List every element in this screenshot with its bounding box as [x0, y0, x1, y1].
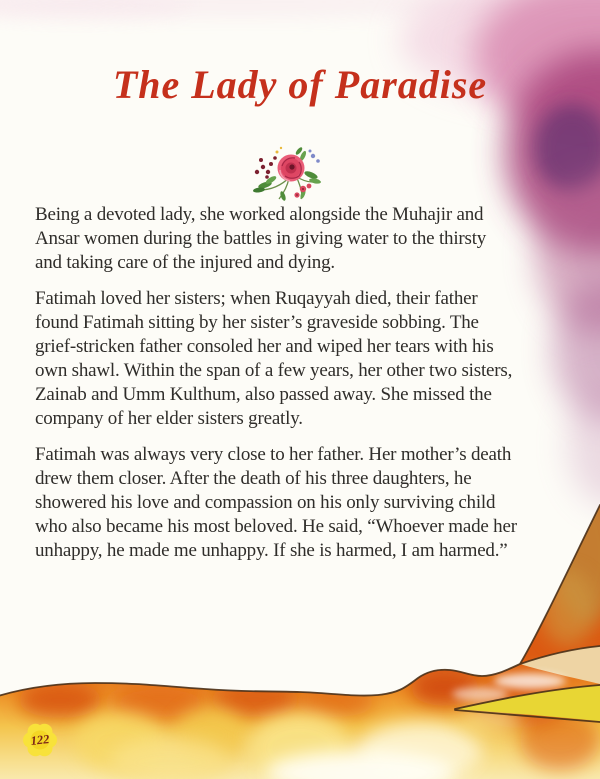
flower-ornament-icon [247, 141, 333, 203]
page-number-badge [19, 722, 61, 760]
paragraph-2: Fatimah loved her sisters; when Ruqayyah died, their father found Fatimah sitting by her sister’s graveside sobbing. The grief-stricken father consoled her and wiped her tears with his own shawl. Within the span of a few years, her other two sisters, Zainab and Umm Kulthum, also passed away. She missed the company of her elder sisters greatly. [35, 288, 513, 429]
rose [278, 155, 305, 182]
body-text [35, 203, 517, 575]
paragraph-3: Fatimah was always very close to her father. Her mother’s death drew them closer. After the death of his three daughters, he showered his love and compassion on his only surviving child who also became his most beloved. He said, “Whoever made her unhappy, he made me unhappy. If she is harmed, I am harmed.” [35, 444, 517, 561]
paragraph-1: Being a devoted lady, she worked alongside the Muhajir and Ansar women during the battles in giving water to the thirsty and taking care of the injured and dying. [35, 204, 487, 273]
page-title: The Lady of Paradise [112, 62, 488, 107]
page-number: 122 [29, 731, 51, 748]
